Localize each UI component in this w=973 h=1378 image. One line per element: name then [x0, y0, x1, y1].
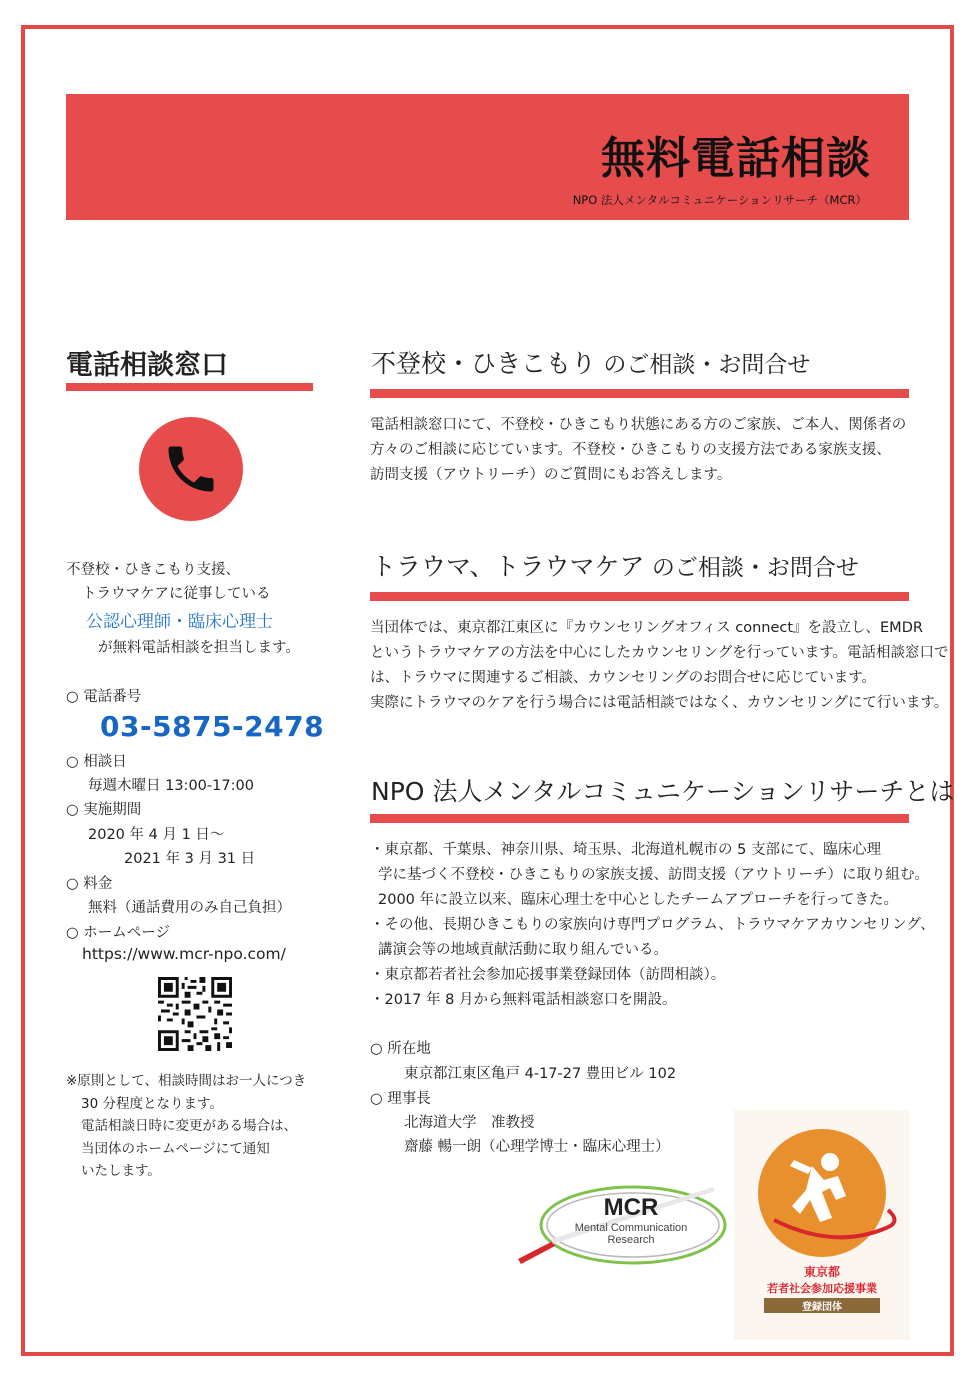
phone-number[interactable]: 03-5875-2478 [100, 710, 325, 743]
tokyo-logo-mark [734, 1110, 910, 1340]
chair-title: 北海道大学 准教授 [404, 1115, 535, 1131]
date-value: 毎週木曜日 13:00-17:00 [88, 778, 254, 794]
section-bar [370, 814, 909, 823]
section-title-futoko [371, 344, 810, 380]
fee-value: 無料（通話費用のみ自己負担） [88, 900, 291, 916]
note-line: 30 分程度となります。 [81, 1096, 223, 1112]
section-title-main: トラウマ、トラウマケア [371, 552, 645, 581]
header-banner [66, 94, 909, 220]
body-line: 当団体では、東京都江東区に『カウンセリングオフィス connect』を設立し、EMDR [370, 620, 923, 636]
chair-name: 齋藤 暢一朗（心理学博士・臨床心理士） [404, 1139, 670, 1155]
tokyo-logo-badge: 登録団体 [802, 1302, 842, 1313]
body-line: ・2017 年 8 月から無料電話相談窓口を開設。 [370, 992, 677, 1008]
section-title-trauma [371, 547, 859, 583]
consultation-window-heading: 電話相談窓口 [66, 350, 228, 381]
period-start: 2020 年 4 月 1 日～ [88, 827, 225, 843]
body-line: というトラウマケアの方法を中心にしたカウンセリングを行っています。電話相談窓口で [370, 645, 949, 661]
note-line: 電話相談日時に変更がある場合は、 [81, 1118, 297, 1134]
section-title-main: 不登校・ひきこもり [371, 349, 597, 378]
body-line: 2000 年に設立以来、臨床心理士を中心としたチームアプローチを行ってきた。 [378, 892, 899, 908]
homepage-url[interactable]: https://www.mcr-npo.com/ [82, 945, 286, 963]
body-line: 講演会等の地域貢献活動に取り組んでいる。 [378, 942, 668, 958]
mcr-logo-text: MCR [603, 1194, 659, 1221]
intro-line: が無料電話相談を担当します。 [98, 640, 300, 656]
period-label: ○ 実施期間 [66, 802, 142, 818]
heading-underline [66, 383, 313, 391]
tokyo-youth-program-logo [734, 1110, 910, 1340]
qr-code-icon[interactable] [158, 977, 232, 1051]
body-line: ・東京都、千葉県、神奈川県、埼玉県、北海道札幌市の 5 支部にて、臨床心理 [370, 842, 882, 858]
section-title-rest: のご相談・お問合せ [596, 352, 811, 378]
body-line: 学に基づく不登校・ひきこもりの家族支援、訪問支援（アウトリーチ）に取り組む。 [378, 867, 929, 883]
phone-badge [139, 417, 243, 521]
intro-line: トラウマケアに従事している [82, 586, 271, 602]
section-body-about [370, 838, 935, 1013]
intro-line: 不登校・ひきこもり支援、 [66, 562, 240, 578]
body-line: は、トラウマに関連するご相談、カウンセリングのお問合せに応じています。 [370, 670, 877, 686]
section-title-about: NPO 法人メンタルコミュニケーションリサーチとは [371, 777, 955, 806]
body-line: ・東京都若者社会参加応援事業登録団体（訪問相談）。 [370, 967, 726, 983]
address-label: ○ 所在地 [370, 1041, 431, 1057]
fee-label: ○ 料金 [66, 876, 113, 892]
note-line: 当団体のホームページにて通知 [81, 1141, 270, 1157]
tokyo-logo-line1: 東京都 [803, 1265, 841, 1279]
body-line: 方々のご相談に応じています。不登校・ひきこもりの支援方法である家族支援、 [370, 442, 891, 458]
section-body-futoko [370, 413, 915, 488]
note-line: いたします。 [81, 1163, 161, 1179]
mcr-logo [513, 1177, 738, 1272]
phone-label: ○ 電話番号 [66, 689, 142, 705]
mcr-logo-sub1: Mental Communication [574, 1222, 688, 1234]
page-title: 無料電話相談 [601, 133, 871, 184]
body-line: 電話相談窓口にて、不登校・ひきこもり状態にある方のご家族、ご本人、関係者の [370, 417, 907, 433]
chair-label: ○ 理事長 [370, 1091, 431, 1107]
section-title-rest: のご相談・お問合せ [644, 555, 859, 581]
qualification-highlight: 公認心理師・臨床心理士 [86, 612, 273, 632]
tokyo-logo-line2: 若者社会参加応援事業 [767, 1282, 877, 1295]
section-body-trauma [370, 616, 949, 716]
note-line: ※原則として、相談時間はお一人につき [66, 1073, 307, 1089]
homepage-label: ○ ホームページ [66, 925, 170, 941]
section-bar [370, 389, 909, 398]
mcr-logo-sub2: Research [607, 1234, 655, 1246]
body-line: ・その他、長期ひきこもりの家族向け専門プログラム、トラウマケアカウンセリング、 [370, 917, 935, 933]
body-line: 訪問支援（アウトリーチ）のご質問にもお答えします。 [370, 467, 732, 483]
phone-icon [161, 439, 221, 499]
date-label: ○ 相談日 [66, 754, 127, 770]
section-bar [370, 592, 909, 601]
organization-name: NPO 法人メンタルコミュニケーションリサーチ（MCR） [572, 193, 867, 207]
body-line: 実際にトラウマのケアを行う場合には電話相談ではなく、カウンセリングにて行います。 [370, 695, 949, 711]
address-value: 東京都江東区亀戸 4-17-27 豊田ビル 102 [404, 1066, 677, 1082]
period-end: 2021 年 3 月 31 日 [124, 851, 256, 867]
